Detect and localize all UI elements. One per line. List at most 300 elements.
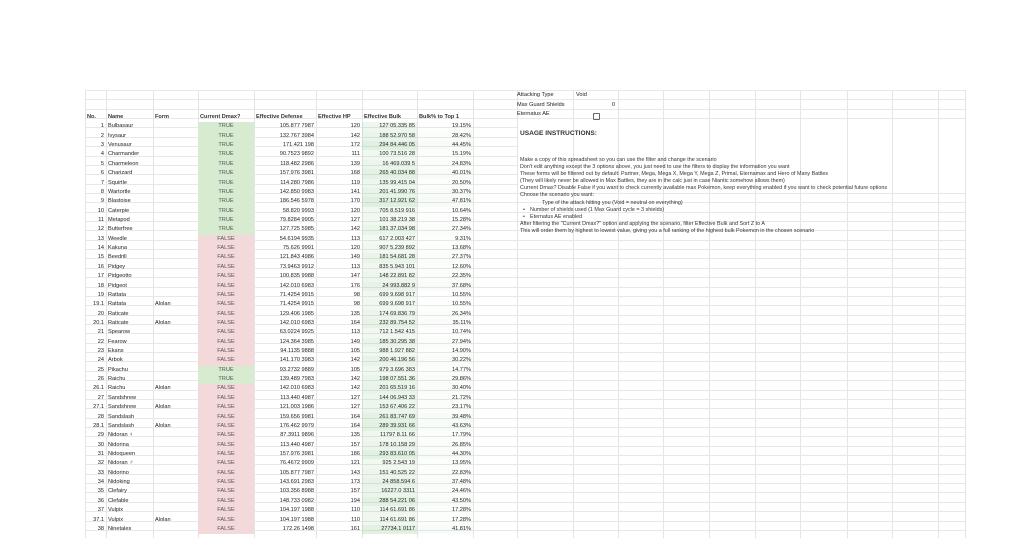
current-dmax-cell[interactable]: TRUE bbox=[198, 150, 254, 159]
name-cell[interactable]: Vulpix bbox=[108, 507, 124, 514]
form-cell[interactable] bbox=[153, 150, 198, 159]
bulk-percent-cell[interactable]: 27.34% bbox=[417, 225, 473, 234]
name-cell[interactable]: Nidoran ♂ bbox=[108, 460, 134, 467]
row-number[interactable]: 35 bbox=[97, 488, 104, 495]
current-dmax-cell[interactable]: FALSE bbox=[198, 469, 254, 478]
current-dmax-cell[interactable]: FALSE bbox=[198, 253, 254, 262]
effective-hp-cell[interactable]: 105 bbox=[350, 348, 360, 355]
effective-bulk-cell[interactable]: 153 67.406 22 bbox=[362, 403, 417, 412]
effective-defense-cell[interactable]: 142.010 6983 bbox=[279, 385, 314, 392]
effective-bulk-cell[interactable]: 261 83.747 69 bbox=[362, 413, 417, 422]
effective-hp-cell[interactable]: 142 bbox=[350, 226, 360, 233]
form-cell[interactable] bbox=[153, 338, 198, 347]
effective-defense-cell[interactable]: 87.3911 9896 bbox=[280, 432, 314, 439]
current-dmax-cell[interactable]: FALSE bbox=[198, 263, 254, 272]
row-number[interactable]: 27 bbox=[97, 394, 104, 401]
header-effective-hp[interactable]: Effective HP bbox=[318, 114, 351, 120]
effective-bulk-cell[interactable]: 265 40.034 88 bbox=[362, 169, 417, 178]
effective-defense-cell[interactable]: 142.010 6983 bbox=[279, 319, 314, 326]
current-dmax-cell[interactable]: TRUE bbox=[198, 132, 254, 141]
row-number[interactable]: 9 bbox=[100, 198, 104, 205]
row-number[interactable]: 33 bbox=[97, 469, 104, 476]
name-cell[interactable]: Beedrill bbox=[108, 254, 127, 261]
effective-bulk-cell[interactable]: 317 12.921 62 bbox=[362, 197, 417, 206]
form-cell[interactable] bbox=[153, 141, 198, 150]
effective-hp-cell[interactable]: 98 bbox=[353, 291, 360, 298]
current-dmax-cell[interactable]: FALSE bbox=[198, 394, 254, 403]
effective-hp-cell[interactable]: 111 bbox=[351, 151, 360, 158]
bulk-percent-cell[interactable]: 37.48% bbox=[417, 478, 473, 487]
name-cell[interactable]: Pidgeotto bbox=[108, 273, 132, 280]
effective-hp-cell[interactable]: 139 bbox=[350, 160, 360, 167]
name-cell[interactable]: Raticate bbox=[108, 319, 129, 326]
name-cell[interactable]: Ivysaur bbox=[108, 132, 127, 139]
effective-bulk-cell[interactable]: 201 41.990 76 bbox=[362, 188, 417, 197]
current-dmax-cell[interactable]: FALSE bbox=[198, 413, 254, 422]
effective-bulk-cell[interactable]: 294 84.446 05 bbox=[362, 141, 417, 150]
form-cell[interactable] bbox=[153, 235, 198, 244]
current-dmax-cell[interactable]: TRUE bbox=[198, 188, 254, 197]
form-cell[interactable] bbox=[153, 169, 198, 178]
effective-hp-cell[interactable]: 127 bbox=[350, 394, 360, 401]
bulk-percent-cell[interactable]: 24.46% bbox=[417, 487, 473, 496]
bulk-percent-cell[interactable]: 22.35% bbox=[417, 272, 473, 281]
effective-bulk-cell[interactable]: 185 30.295 38 bbox=[362, 338, 417, 347]
name-cell[interactable]: Pikachu bbox=[108, 366, 128, 373]
bulk-percent-cell[interactable]: 22.83% bbox=[417, 469, 473, 478]
effective-bulk-cell[interactable]: 148 22.891 82 bbox=[362, 272, 417, 281]
name-cell[interactable]: Pidgey bbox=[108, 263, 126, 270]
current-dmax-cell[interactable]: FALSE bbox=[198, 328, 254, 337]
row-number[interactable]: 24 bbox=[97, 357, 104, 364]
name-cell[interactable]: Caterpie bbox=[108, 207, 130, 214]
form-cell[interactable] bbox=[153, 225, 198, 234]
effective-defense-cell[interactable]: 142.850 9983 bbox=[279, 188, 314, 195]
effective-defense-cell[interactable]: 104.197 1988 bbox=[279, 516, 314, 523]
row-number[interactable]: 28.1 bbox=[93, 422, 104, 429]
effective-defense-cell[interactable]: 93.2732 9889 bbox=[279, 366, 314, 373]
effective-defense-cell[interactable]: 76.4672 9909 bbox=[279, 460, 314, 467]
row-number[interactable]: 8 bbox=[100, 188, 104, 195]
row-number[interactable]: 22 bbox=[97, 338, 104, 345]
form-cell[interactable] bbox=[153, 413, 198, 422]
effective-bulk-cell[interactable]: 835 5.943 101 bbox=[362, 263, 417, 272]
effective-defense-cell[interactable]: 73.9463 9912 bbox=[279, 263, 314, 270]
bulk-percent-cell[interactable]: 10.74% bbox=[452, 329, 471, 336]
row-number[interactable]: 31 bbox=[97, 451, 104, 457]
current-dmax-cell[interactable]: FALSE bbox=[198, 441, 254, 450]
current-dmax-cell[interactable]: FALSE bbox=[198, 497, 254, 506]
row-number[interactable]: 32 bbox=[97, 460, 104, 467]
name-cell[interactable]: Raichu bbox=[108, 385, 126, 392]
effective-bulk-cell[interactable]: 198 07.551 36 bbox=[362, 375, 417, 384]
bulk-percent-cell[interactable]: 30.37% bbox=[417, 188, 473, 197]
row-number[interactable]: 19 bbox=[97, 291, 104, 298]
form-cell[interactable]: Alolan bbox=[155, 319, 171, 326]
effective-defense-cell[interactable]: 58.820 9993 bbox=[282, 207, 314, 214]
current-dmax-cell[interactable]: TRUE bbox=[198, 160, 254, 169]
bulk-percent-cell[interactable]: 47.81% bbox=[417, 197, 473, 206]
form-cell[interactable]: Alolan bbox=[155, 422, 171, 429]
effective-defense-cell[interactable]: 139.489 7983 bbox=[279, 376, 314, 383]
effective-defense-cell[interactable]: 148.733 0982 bbox=[279, 497, 314, 504]
name-cell[interactable]: Butterfree bbox=[108, 226, 133, 233]
current-dmax-cell[interactable]: FALSE bbox=[198, 244, 254, 253]
effective-bulk-cell[interactable]: 699 9.698 917 bbox=[362, 300, 417, 309]
header-current-dmax[interactable]: Current Dmax? bbox=[200, 114, 241, 120]
row-number[interactable]: 12 bbox=[97, 226, 104, 233]
effective-defense-cell[interactable]: 71.4254 9915 bbox=[279, 291, 314, 298]
effective-hp-cell[interactable]: 113 bbox=[351, 235, 360, 242]
header-effective-bulk[interactable]: Effective Bulk bbox=[364, 114, 401, 120]
form-cell[interactable] bbox=[153, 216, 198, 225]
effective-defense-cell[interactable]: 159.656 9981 bbox=[279, 413, 314, 420]
bulk-percent-cell[interactable]: 30.22% bbox=[417, 356, 473, 365]
effective-hp-cell[interactable]: 194 bbox=[350, 497, 360, 504]
effective-hp-cell[interactable]: 120 bbox=[350, 123, 360, 130]
current-dmax-cell[interactable]: FALSE bbox=[198, 422, 254, 431]
effective-defense-cell[interactable]: 143.691 2983 bbox=[279, 479, 314, 486]
current-dmax-cell[interactable]: TRUE bbox=[198, 169, 254, 178]
name-cell[interactable]: Nidoking bbox=[108, 479, 130, 486]
form-cell[interactable] bbox=[153, 291, 198, 300]
row-number[interactable]: 26.1 bbox=[93, 385, 104, 392]
form-cell[interactable] bbox=[153, 188, 198, 197]
form-cell[interactable] bbox=[153, 487, 198, 496]
current-dmax-cell[interactable]: FALSE bbox=[198, 403, 254, 412]
name-cell[interactable]: Venusaur bbox=[108, 142, 132, 149]
row-number[interactable]: 10 bbox=[97, 207, 104, 214]
row-number[interactable]: 17 bbox=[97, 273, 104, 280]
effective-hp-cell[interactable]: 161 bbox=[350, 525, 360, 532]
effective-defense-cell[interactable]: 121.843 4986 bbox=[279, 254, 314, 261]
row-number[interactable]: 16 bbox=[97, 263, 104, 270]
row-number[interactable]: 11 bbox=[98, 217, 104, 223]
form-cell[interactable] bbox=[153, 160, 198, 169]
name-cell[interactable]: Clefairy bbox=[108, 488, 127, 495]
current-dmax-cell[interactable]: TRUE bbox=[198, 122, 254, 131]
effective-defense-cell[interactable]: 63.0224 9925 bbox=[279, 329, 314, 336]
form-cell[interactable] bbox=[153, 450, 198, 459]
name-cell[interactable]: Nidoqueen bbox=[108, 451, 136, 457]
bulk-percent-cell[interactable]: 21.72% bbox=[417, 394, 473, 403]
row-number[interactable]: 13 bbox=[97, 235, 104, 242]
name-cell[interactable]: Rattata bbox=[108, 301, 127, 308]
form-cell[interactable] bbox=[153, 244, 198, 253]
bulk-percent-cell[interactable]: 27.37% bbox=[417, 253, 473, 262]
row-number[interactable]: 25 bbox=[97, 366, 104, 373]
name-cell[interactable]: Charizard bbox=[108, 170, 133, 177]
current-dmax-cell[interactable]: FALSE bbox=[198, 431, 254, 440]
bulk-percent-cell[interactable]: 12.60% bbox=[452, 263, 471, 270]
current-dmax-cell[interactable]: FALSE bbox=[198, 310, 254, 319]
effective-defense-cell[interactable]: 113.440 4987 bbox=[280, 441, 314, 448]
effective-defense-cell[interactable]: 121.003 1986 bbox=[279, 404, 314, 411]
effective-defense-cell[interactable]: 100.835 9988 bbox=[279, 273, 314, 280]
bulk-percent-cell[interactable]: 29.86% bbox=[417, 375, 473, 384]
form-cell[interactable] bbox=[153, 431, 198, 440]
bulk-percent-cell[interactable]: 43.63% bbox=[417, 422, 473, 431]
effective-defense-cell[interactable]: 75.626 9991 bbox=[282, 245, 314, 252]
row-number[interactable]: 7 bbox=[100, 179, 104, 186]
form-cell[interactable] bbox=[153, 253, 198, 262]
form-cell[interactable] bbox=[153, 497, 198, 506]
form-cell[interactable] bbox=[153, 197, 198, 206]
current-dmax-cell[interactable]: FALSE bbox=[198, 347, 254, 356]
attacking-type-value[interactable]: Void bbox=[576, 92, 587, 98]
bulk-percent-cell[interactable]: 9.31% bbox=[455, 235, 471, 242]
bulk-percent-cell[interactable]: 13.68% bbox=[452, 245, 471, 252]
form-cell[interactable] bbox=[153, 394, 198, 403]
row-number[interactable]: 2 bbox=[100, 132, 104, 139]
effective-defense-cell[interactable]: 141.170 3983 bbox=[279, 357, 314, 364]
bulk-percent-cell[interactable]: 41.81% bbox=[417, 525, 473, 534]
effective-bulk-cell[interactable]: 988 1.927 882 bbox=[362, 347, 417, 356]
effective-hp-cell[interactable]: 172 bbox=[350, 142, 360, 149]
name-cell[interactable]: Squirtle bbox=[108, 179, 127, 186]
effective-hp-cell[interactable]: 113 bbox=[351, 263, 360, 270]
effective-bulk-cell[interactable]: 101 38.219 38 bbox=[362, 216, 417, 225]
current-dmax-cell[interactable]: FALSE bbox=[198, 235, 254, 244]
row-number[interactable]: 27.1 bbox=[93, 404, 104, 411]
bulk-percent-cell[interactable]: 37.68% bbox=[417, 282, 473, 291]
name-cell[interactable]: Vulpix bbox=[108, 516, 124, 523]
bulk-percent-cell[interactable]: 17.79% bbox=[452, 432, 471, 439]
current-dmax-cell[interactable]: FALSE bbox=[198, 384, 254, 393]
effective-bulk-cell[interactable]: 181 54.681 28 bbox=[362, 253, 417, 262]
effective-hp-cell[interactable]: 164 bbox=[350, 413, 360, 420]
eternatus-checkbox[interactable] bbox=[593, 113, 600, 120]
effective-bulk-cell[interactable]: 712 1.542 415 bbox=[362, 328, 417, 337]
form-cell[interactable] bbox=[153, 478, 198, 487]
row-number[interactable]: 4 bbox=[100, 151, 104, 158]
current-dmax-cell[interactable]: TRUE bbox=[198, 207, 254, 216]
effective-defense-cell[interactable]: 54.6194 9935 bbox=[279, 235, 314, 242]
form-cell[interactable] bbox=[153, 459, 198, 468]
effective-bulk-cell[interactable]: 16 469.039 5 bbox=[362, 160, 417, 169]
effective-hp-cell[interactable]: 110 bbox=[351, 516, 360, 523]
form-cell[interactable]: Alolan bbox=[155, 385, 171, 392]
current-dmax-cell[interactable]: FALSE bbox=[198, 291, 254, 300]
effective-defense-cell[interactable]: 71.4254 9915 bbox=[279, 301, 314, 308]
effective-hp-cell[interactable]: 164 bbox=[350, 422, 360, 429]
effective-defense-cell[interactable]: 172.26 1498 bbox=[282, 525, 314, 532]
row-number[interactable]: 29 bbox=[97, 432, 104, 439]
name-cell[interactable]: Spearow bbox=[108, 329, 131, 336]
form-cell[interactable] bbox=[153, 469, 198, 478]
effective-bulk-cell[interactable]: 144 06.943 33 bbox=[362, 394, 417, 403]
row-number[interactable]: 37.1 bbox=[93, 516, 104, 523]
bulk-percent-cell[interactable]: 23.17% bbox=[417, 403, 473, 412]
form-cell[interactable] bbox=[153, 132, 198, 141]
bulk-percent-cell[interactable]: 26.34% bbox=[417, 310, 473, 319]
effective-defense-cell[interactable]: 113.440 4987 bbox=[280, 394, 314, 401]
form-cell[interactable]: Alolan bbox=[155, 516, 171, 523]
effective-hp-cell[interactable]: 142 bbox=[350, 385, 360, 392]
row-number[interactable]: 20.1 bbox=[93, 319, 104, 326]
name-cell[interactable]: Nidorino bbox=[108, 469, 129, 476]
effective-bulk-cell[interactable]: 907 5.239 892 bbox=[362, 244, 417, 253]
effective-hp-cell[interactable]: 170 bbox=[350, 198, 360, 205]
name-cell[interactable]: Sandslash bbox=[108, 422, 135, 429]
bulk-percent-cell[interactable]: 24.83% bbox=[417, 160, 473, 169]
effective-bulk-cell[interactable]: 188 52.970 58 bbox=[362, 132, 417, 141]
name-cell[interactable]: Rattata bbox=[108, 291, 127, 298]
effective-hp-cell[interactable]: 135 bbox=[350, 432, 360, 439]
effective-bulk-cell[interactable]: 16227.0 3311 bbox=[362, 487, 417, 496]
effective-bulk-cell[interactable]: 289 39.931 66 bbox=[362, 422, 417, 431]
effective-bulk-cell[interactable]: 293 83.610 05 bbox=[362, 450, 417, 459]
row-number[interactable]: 38 bbox=[97, 525, 104, 532]
effective-defense-cell[interactable]: 176.462 9979 bbox=[279, 422, 314, 429]
name-cell[interactable]: Ninetales bbox=[108, 525, 132, 532]
form-cell[interactable] bbox=[153, 356, 198, 365]
bulk-percent-cell[interactable]: 14.77% bbox=[452, 366, 471, 373]
effective-bulk-cell[interactable]: 24 858.594 6 bbox=[362, 478, 417, 487]
form-cell[interactable] bbox=[153, 272, 198, 281]
current-dmax-cell[interactable]: FALSE bbox=[198, 272, 254, 281]
effective-bulk-cell[interactable]: 699 9.698 917 bbox=[362, 291, 417, 300]
bulk-percent-cell[interactable]: 17.28% bbox=[452, 507, 471, 514]
row-number[interactable]: 18 bbox=[97, 282, 104, 289]
effective-bulk-cell[interactable]: 11797 8.11 66 bbox=[362, 431, 417, 440]
effective-hp-cell[interactable]: 149 bbox=[350, 254, 360, 261]
effective-defense-cell[interactable]: 114.280 7986 bbox=[280, 179, 314, 186]
effective-hp-cell[interactable]: 157 bbox=[350, 488, 360, 495]
effective-defense-cell[interactable]: 90.7523 9892 bbox=[279, 151, 314, 158]
effective-hp-cell[interactable]: 173 bbox=[350, 479, 360, 486]
current-dmax-cell[interactable]: FALSE bbox=[198, 487, 254, 496]
bulk-percent-cell[interactable]: 15.19% bbox=[452, 151, 471, 158]
bulk-percent-cell[interactable]: 44.45% bbox=[417, 141, 473, 150]
effective-hp-cell[interactable]: 120 bbox=[350, 207, 360, 214]
effective-defense-cell[interactable]: 186.546 5978 bbox=[279, 198, 314, 205]
row-number[interactable]: 23 bbox=[97, 348, 104, 355]
row-number[interactable]: 34 bbox=[97, 479, 104, 486]
name-cell[interactable]: Bulbasaur bbox=[108, 123, 134, 130]
row-number[interactable]: 6 bbox=[100, 170, 104, 177]
header-name[interactable]: Name bbox=[108, 114, 124, 120]
effective-hp-cell[interactable]: 147 bbox=[350, 273, 360, 280]
bulk-percent-cell[interactable]: 26.85% bbox=[417, 441, 473, 450]
name-cell[interactable]: Weedle bbox=[108, 235, 127, 242]
header-form[interactable]: Form bbox=[155, 114, 169, 120]
effective-bulk-cell[interactable]: 617 2.003 427 bbox=[362, 235, 417, 244]
bulk-percent-cell[interactable]: 39.48% bbox=[417, 413, 473, 422]
header-bulk-percent[interactable]: Bulk% to Top 1 bbox=[419, 114, 459, 120]
name-cell[interactable]: Raticate bbox=[108, 310, 129, 317]
bulk-percent-cell[interactable]: 10.64% bbox=[452, 207, 471, 214]
effective-defense-cell[interactable]: 171.421 198 bbox=[282, 142, 314, 149]
name-cell[interactable]: Kakuna bbox=[108, 245, 127, 252]
current-dmax-cell[interactable]: FALSE bbox=[198, 525, 254, 534]
name-cell[interactable]: Sandslash bbox=[108, 413, 135, 420]
bulk-percent-cell[interactable]: 10.55% bbox=[452, 291, 471, 298]
bulk-percent-cell[interactable]: 35.11% bbox=[417, 319, 473, 328]
effective-defense-cell[interactable]: 105.877 7987 bbox=[279, 469, 314, 476]
effective-hp-cell[interactable]: 105 bbox=[350, 366, 360, 373]
effective-hp-cell[interactable]: 120 bbox=[350, 245, 360, 252]
effective-bulk-cell[interactable]: 288 54.221 06 bbox=[362, 497, 417, 506]
current-dmax-cell[interactable]: TRUE bbox=[198, 197, 254, 206]
form-cell[interactable] bbox=[153, 347, 198, 356]
name-cell[interactable]: Ekans bbox=[108, 348, 124, 355]
current-dmax-cell[interactable]: FALSE bbox=[198, 300, 254, 309]
effective-hp-cell[interactable]: 110 bbox=[351, 507, 360, 514]
current-dmax-cell[interactable]: TRUE bbox=[198, 225, 254, 234]
effective-bulk-cell[interactable]: 979 3.696 383 bbox=[362, 366, 417, 375]
effective-bulk-cell[interactable]: 127 05.335 85 bbox=[362, 122, 417, 131]
form-cell[interactable] bbox=[153, 282, 198, 291]
effective-hp-cell[interactable]: 141 bbox=[350, 188, 360, 195]
form-cell[interactable] bbox=[153, 525, 198, 534]
bulk-percent-cell[interactable]: 43.50% bbox=[417, 497, 473, 506]
effective-defense-cell[interactable]: 142.010 6983 bbox=[279, 282, 314, 289]
form-cell[interactable] bbox=[153, 506, 198, 515]
effective-bulk-cell[interactable]: 178 10.158 29 bbox=[362, 441, 417, 450]
effective-defense-cell[interactable]: 94.1135 9888 bbox=[280, 348, 314, 355]
effective-bulk-cell[interactable]: 201 65.519 16 bbox=[362, 384, 417, 393]
current-dmax-cell[interactable]: FALSE bbox=[198, 356, 254, 365]
current-dmax-cell[interactable]: FALSE bbox=[198, 516, 254, 525]
effective-bulk-cell[interactable]: 232 89.754 52 bbox=[362, 319, 417, 328]
row-number[interactable]: 19.1 bbox=[93, 301, 104, 308]
bulk-percent-cell[interactable]: 44.30% bbox=[417, 450, 473, 459]
current-dmax-cell[interactable]: TRUE bbox=[198, 179, 254, 188]
effective-hp-cell[interactable]: 113 bbox=[351, 329, 360, 336]
name-cell[interactable]: Sandshrew bbox=[108, 404, 136, 411]
current-dmax-cell[interactable]: TRUE bbox=[198, 141, 254, 150]
effective-bulk-cell[interactable]: 925 2.543 19 bbox=[362, 459, 417, 468]
effective-hp-cell[interactable]: 142 bbox=[350, 132, 360, 139]
row-number[interactable]: 21 bbox=[97, 329, 104, 336]
bulk-percent-cell[interactable]: 28.42% bbox=[417, 132, 473, 141]
effective-bulk-cell[interactable]: 114 61.691 86 bbox=[362, 506, 417, 515]
current-dmax-cell[interactable]: TRUE bbox=[198, 216, 254, 225]
name-cell[interactable]: Raichu bbox=[108, 376, 126, 383]
name-cell[interactable]: Metapod bbox=[108, 217, 130, 223]
name-cell[interactable]: Charmeleon bbox=[108, 160, 139, 167]
current-dmax-cell[interactable]: FALSE bbox=[198, 459, 254, 468]
max-guard-value[interactable]: 0 bbox=[612, 101, 616, 108]
form-cell[interactable] bbox=[153, 328, 198, 337]
effective-hp-cell[interactable]: 142 bbox=[350, 376, 360, 383]
form-cell[interactable] bbox=[153, 179, 198, 188]
effective-hp-cell[interactable]: 142 bbox=[350, 357, 360, 364]
bulk-percent-cell[interactable]: 20.50% bbox=[452, 179, 471, 186]
name-cell[interactable]: Blastoise bbox=[108, 198, 131, 205]
effective-defense-cell[interactable]: 124.364 3985 bbox=[279, 338, 314, 345]
name-cell[interactable]: Nidorina bbox=[108, 441, 129, 448]
effective-defense-cell[interactable]: 157.976 3981 bbox=[279, 170, 314, 177]
row-number[interactable]: 30 bbox=[97, 441, 104, 448]
form-cell[interactable] bbox=[153, 366, 198, 375]
form-cell[interactable]: Alolan bbox=[155, 404, 171, 411]
effective-hp-cell[interactable]: 127 bbox=[350, 217, 360, 223]
effective-bulk-cell[interactable]: 114 61.691 86 bbox=[362, 516, 417, 525]
current-dmax-cell[interactable]: FALSE bbox=[198, 282, 254, 291]
form-cell[interactable] bbox=[153, 310, 198, 319]
effective-bulk-cell[interactable]: 24 993.882 9 bbox=[362, 282, 417, 291]
effective-bulk-cell[interactable]: 100 73.516 28 bbox=[362, 150, 417, 159]
effective-defense-cell[interactable]: 105.877 7987 bbox=[279, 123, 314, 130]
effective-hp-cell[interactable]: 121 bbox=[350, 460, 360, 467]
row-number[interactable]: 5 bbox=[100, 160, 104, 167]
effective-bulk-cell[interactable]: 135 99.415 04 bbox=[362, 179, 417, 188]
bulk-percent-cell[interactable]: 17.28% bbox=[452, 516, 471, 523]
effective-hp-cell[interactable]: 186 bbox=[350, 451, 360, 457]
effective-hp-cell[interactable]: 127 bbox=[350, 404, 360, 411]
